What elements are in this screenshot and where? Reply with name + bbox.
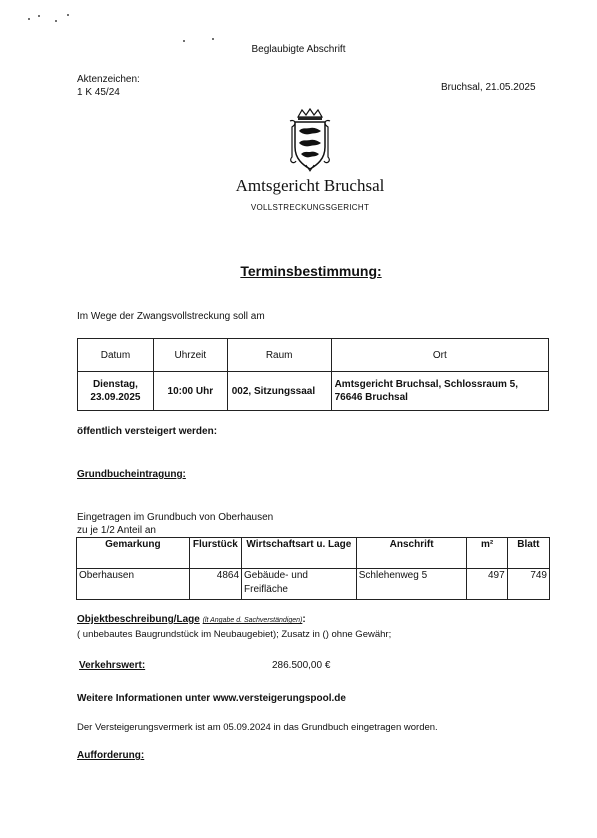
scan-speck bbox=[212, 38, 214, 40]
table-header-cell: Ort bbox=[331, 339, 548, 372]
table-row bbox=[78, 372, 549, 411]
sheet-cell: 749 bbox=[507, 569, 549, 600]
certified-copy-label: Beglaubigte Abschrift bbox=[251, 44, 346, 55]
register-entry-note: Der Versteigerungsvermerk ist am 05.09.2024 in das Grundbuch eingetragen worden. bbox=[77, 722, 438, 733]
place-date: Bruchsal, 21.05.2025 bbox=[441, 82, 536, 93]
market-value-amount: 286.500,00 € bbox=[272, 660, 331, 671]
area-cell: 497 bbox=[467, 569, 507, 600]
land-register-line: Eingetragen im Grundbuch von Oberhausen bbox=[77, 512, 274, 523]
object-description-heading bbox=[77, 614, 306, 625]
table-header-cell: Raum bbox=[227, 339, 331, 372]
scan-speck bbox=[67, 14, 69, 16]
court-department: VOLLSTRECKUNGSGERICHT bbox=[250, 203, 370, 212]
object-description-note: (lt Angabe d. Sachverständigen) bbox=[202, 617, 303, 624]
land-register-heading: Grundbucheintragung: bbox=[77, 469, 186, 480]
appointment-place bbox=[331, 372, 548, 411]
table-header-cell: Wirtschaftsart u. Lage bbox=[242, 538, 357, 569]
table-header-cell: Gemarkung bbox=[77, 538, 190, 569]
table-header-cell: m² bbox=[467, 538, 507, 569]
table-row bbox=[77, 569, 550, 600]
scan-speck bbox=[38, 15, 40, 17]
appointment-table bbox=[77, 338, 549, 411]
object-description-text: ( unbebautes Baugrundstück im Neubaugebiet); Zusatz in () ohne Gewähr; bbox=[77, 629, 392, 640]
appointment-date-value: 23.09.2025 bbox=[90, 392, 141, 403]
case-reference bbox=[77, 73, 140, 99]
land-register-table bbox=[76, 537, 550, 600]
appointment-weekday: Dienstag, bbox=[92, 379, 138, 390]
table-header-row bbox=[77, 538, 550, 569]
appointment-time: 10:00 Uhr bbox=[153, 372, 227, 411]
land-register-line: zu je 1/2 Anteil an bbox=[77, 525, 156, 536]
page-title: Terminsbestimmung: bbox=[240, 263, 382, 279]
more-info-line: Weitere Informationen unter www.versteigerungspool.de bbox=[77, 693, 346, 704]
table-header-cell: Anschrift bbox=[356, 538, 467, 569]
object-description-colon: : bbox=[302, 614, 306, 625]
table-header-cell: Blatt bbox=[507, 538, 549, 569]
appointment-place-line: 76646 Bruchsal bbox=[334, 392, 408, 403]
scan-speck bbox=[183, 40, 185, 42]
appointment-date bbox=[78, 372, 154, 411]
table-header-cell: Uhrzeit bbox=[153, 339, 227, 372]
appointment-place-line: Amtsgericht Bruchsal, Schlossraum 5, bbox=[334, 379, 518, 390]
object-description-title: Objektbeschreibung/Lage bbox=[77, 614, 200, 625]
parcel-cell: 4864 bbox=[189, 569, 241, 600]
request-heading: Aufforderung: bbox=[77, 750, 145, 761]
market-value-label: Verkehrswert: bbox=[79, 660, 146, 671]
case-label: Aktenzeichen: bbox=[77, 74, 140, 85]
usage-cell: Gebäude- und Freifläche bbox=[242, 569, 357, 600]
district-cell: Oberhausen bbox=[77, 569, 190, 600]
scan-speck bbox=[28, 18, 30, 20]
table-header-cell: Flurstück bbox=[189, 538, 241, 569]
scan-speck bbox=[55, 20, 57, 22]
table-header-row bbox=[78, 339, 549, 372]
table-header-cell: Datum bbox=[78, 339, 154, 372]
appointment-room: 002, Sitzungssaal bbox=[227, 372, 331, 411]
address-cell: Schlehenweg 5 bbox=[356, 569, 467, 600]
court-name: Amtsgericht Bruchsal bbox=[235, 176, 385, 195]
auction-announcement: öffentlich versteigert werden: bbox=[77, 426, 218, 437]
baden-wuerttemberg-coat-of-arms-icon bbox=[284, 107, 336, 175]
case-number: 1 K 45/24 bbox=[77, 87, 120, 98]
intro-text: Im Wege der Zwangsvollstreckung soll am bbox=[77, 311, 265, 322]
